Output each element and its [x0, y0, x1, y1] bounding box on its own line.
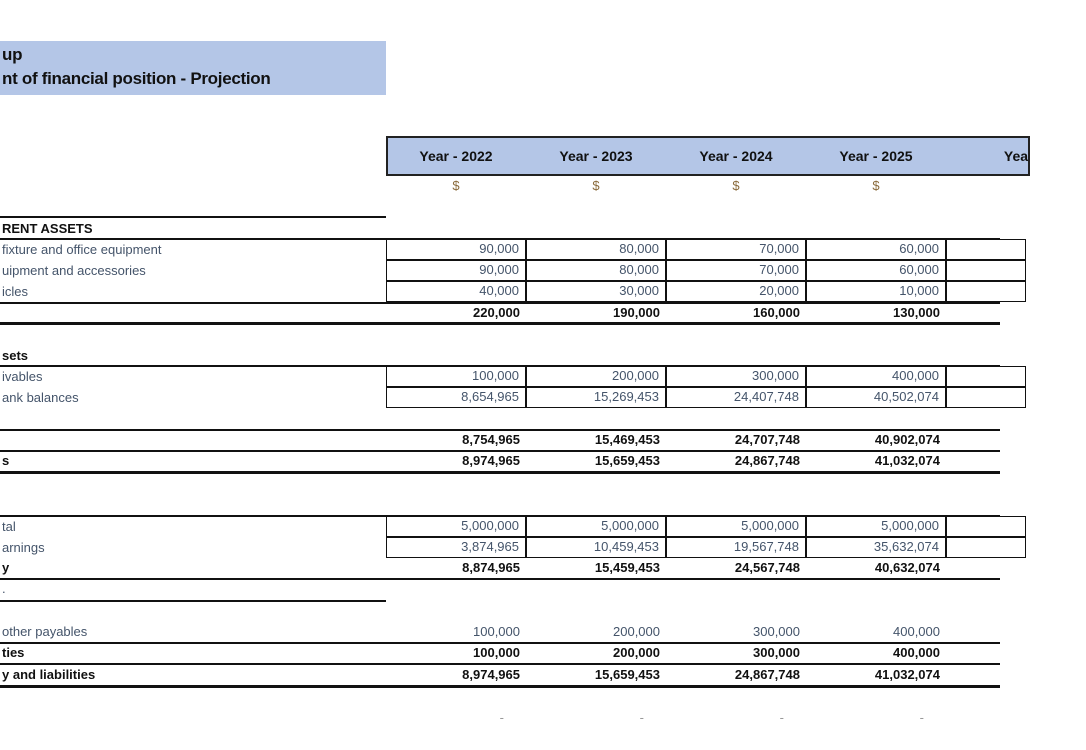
value-cell: 220,000	[473, 305, 520, 320]
value-cell: 8,974,965	[462, 667, 520, 682]
value-cell: 40,902,074	[874, 432, 940, 447]
value-cell: 41,032,074	[874, 667, 940, 682]
value-cell: 15,659,453	[594, 453, 660, 468]
value-cell: 300,000	[753, 624, 800, 639]
value-cell: 400,000	[893, 645, 940, 660]
row-divider	[0, 302, 1000, 304]
currency-label: $	[452, 178, 460, 193]
row-label: ties	[2, 645, 25, 660]
company-name: up	[2, 45, 23, 64]
value-cell: 24,867,748	[734, 453, 800, 468]
year-column-header: Year - 2024	[699, 148, 773, 164]
row-divider	[0, 685, 1000, 688]
value-cell: 19,567,748	[666, 537, 806, 558]
title-banner	[0, 41, 386, 95]
row-divider	[0, 216, 386, 218]
value-cell	[946, 239, 1026, 260]
value-cell: 24,567,748	[734, 560, 800, 575]
row-divider	[0, 515, 1000, 517]
row-label: sets	[2, 348, 29, 363]
value-cell	[946, 366, 1026, 387]
value-cell: 100,000	[473, 624, 520, 639]
value-cell: 5,000,000	[806, 516, 946, 537]
value-cell	[946, 516, 1026, 537]
value-cell: 15,469,453	[594, 432, 660, 447]
value-cell: -	[779, 710, 784, 725]
currency-label: $	[592, 178, 600, 193]
value-cell: 41,032,074	[874, 453, 940, 468]
value-cell	[946, 537, 1026, 558]
statement-title: nt of financial position - Projection	[2, 69, 271, 88]
value-cell: 100,000	[386, 366, 526, 387]
value-cell: 70,000	[666, 239, 806, 260]
value-cell: 15,659,453	[594, 667, 660, 682]
value-cell: 5,000,000	[666, 516, 806, 537]
value-cell: 15,459,453	[594, 560, 660, 575]
value-cell: 60,000	[806, 239, 946, 260]
value-cell: 80,000	[526, 260, 666, 281]
year-column-header: Year - 2022	[419, 148, 493, 164]
row-divider	[0, 322, 1000, 325]
value-cell: 300,000	[753, 645, 800, 660]
value-cell	[946, 387, 1026, 408]
value-cell: 20,000	[666, 281, 806, 302]
row-label: other payables	[2, 624, 88, 639]
value-cell: 80,000	[526, 239, 666, 260]
value-cell: 400,000	[893, 624, 940, 639]
value-cell: 10,459,453	[526, 537, 666, 558]
value-cell: 24,707,748	[734, 432, 800, 447]
row-label: s	[2, 453, 10, 468]
row-divider	[0, 365, 1000, 367]
value-cell: 30,000	[526, 281, 666, 302]
value-cell: 24,867,748	[734, 667, 800, 682]
value-cell: 40,632,074	[874, 560, 940, 575]
value-cell: 200,000	[613, 624, 660, 639]
row-label: y	[2, 560, 10, 575]
currency-label: $	[732, 178, 740, 193]
value-cell: 8,654,965	[386, 387, 526, 408]
row-divider	[0, 238, 1000, 240]
value-cell: 5,000,000	[526, 516, 666, 537]
value-cell	[946, 260, 1026, 281]
value-cell: 10,000	[806, 281, 946, 302]
value-cell	[946, 281, 1026, 302]
row-label: arnings	[2, 540, 45, 555]
value-cell: 200,000	[613, 645, 660, 660]
value-cell: -	[639, 710, 644, 725]
row-divider	[0, 642, 1000, 644]
value-cell: 35,632,074	[806, 537, 946, 558]
row-label: y and liabilities	[2, 667, 96, 682]
row-label: icles	[2, 284, 29, 299]
value-cell: 60,000	[806, 260, 946, 281]
value-cell: 40,000	[386, 281, 526, 302]
value-cell: 8,974,965	[462, 453, 520, 468]
value-cell: 15,269,453	[526, 387, 666, 408]
row-label: tal	[2, 519, 16, 534]
row-divider	[0, 578, 1000, 580]
year-column-header: Yea	[1003, 148, 1029, 164]
value-cell: 3,874,965	[386, 537, 526, 558]
row-divider	[0, 450, 1000, 452]
currency-label: $	[872, 178, 880, 193]
row-divider	[0, 600, 386, 602]
row-label: uipment and accessories	[2, 263, 146, 278]
year-column-header: Year - 2023	[559, 148, 633, 164]
value-cell: 8,874,965	[462, 560, 520, 575]
value-cell: 70,000	[666, 260, 806, 281]
value-cell: 24,407,748	[666, 387, 806, 408]
row-divider	[0, 663, 1000, 665]
value-cell: 5,000,000	[386, 516, 526, 537]
row-label: ivables	[2, 369, 43, 384]
value-cell: 300,000	[666, 366, 806, 387]
value-cell: 90,000	[386, 239, 526, 260]
value-cell: -	[499, 710, 504, 725]
value-cell: -	[919, 710, 924, 725]
value-cell: 160,000	[753, 305, 800, 320]
value-cell: 400,000	[806, 366, 946, 387]
row-label: fixture and office equipment	[2, 242, 162, 257]
value-cell: 200,000	[526, 366, 666, 387]
value-cell: 40,502,074	[806, 387, 946, 408]
value-cell: 8,754,965	[462, 432, 520, 447]
year-column-header: Year - 2025	[839, 148, 913, 164]
row-divider	[0, 429, 1000, 431]
row-label: RENT ASSETS	[2, 221, 93, 236]
value-cell: 130,000	[893, 305, 940, 320]
row-label: ank balances	[2, 390, 79, 405]
row-divider	[0, 471, 1000, 474]
value-cell: 90,000	[386, 260, 526, 281]
row-label: .	[2, 581, 6, 596]
value-cell: 100,000	[473, 645, 520, 660]
value-cell: 190,000	[613, 305, 660, 320]
